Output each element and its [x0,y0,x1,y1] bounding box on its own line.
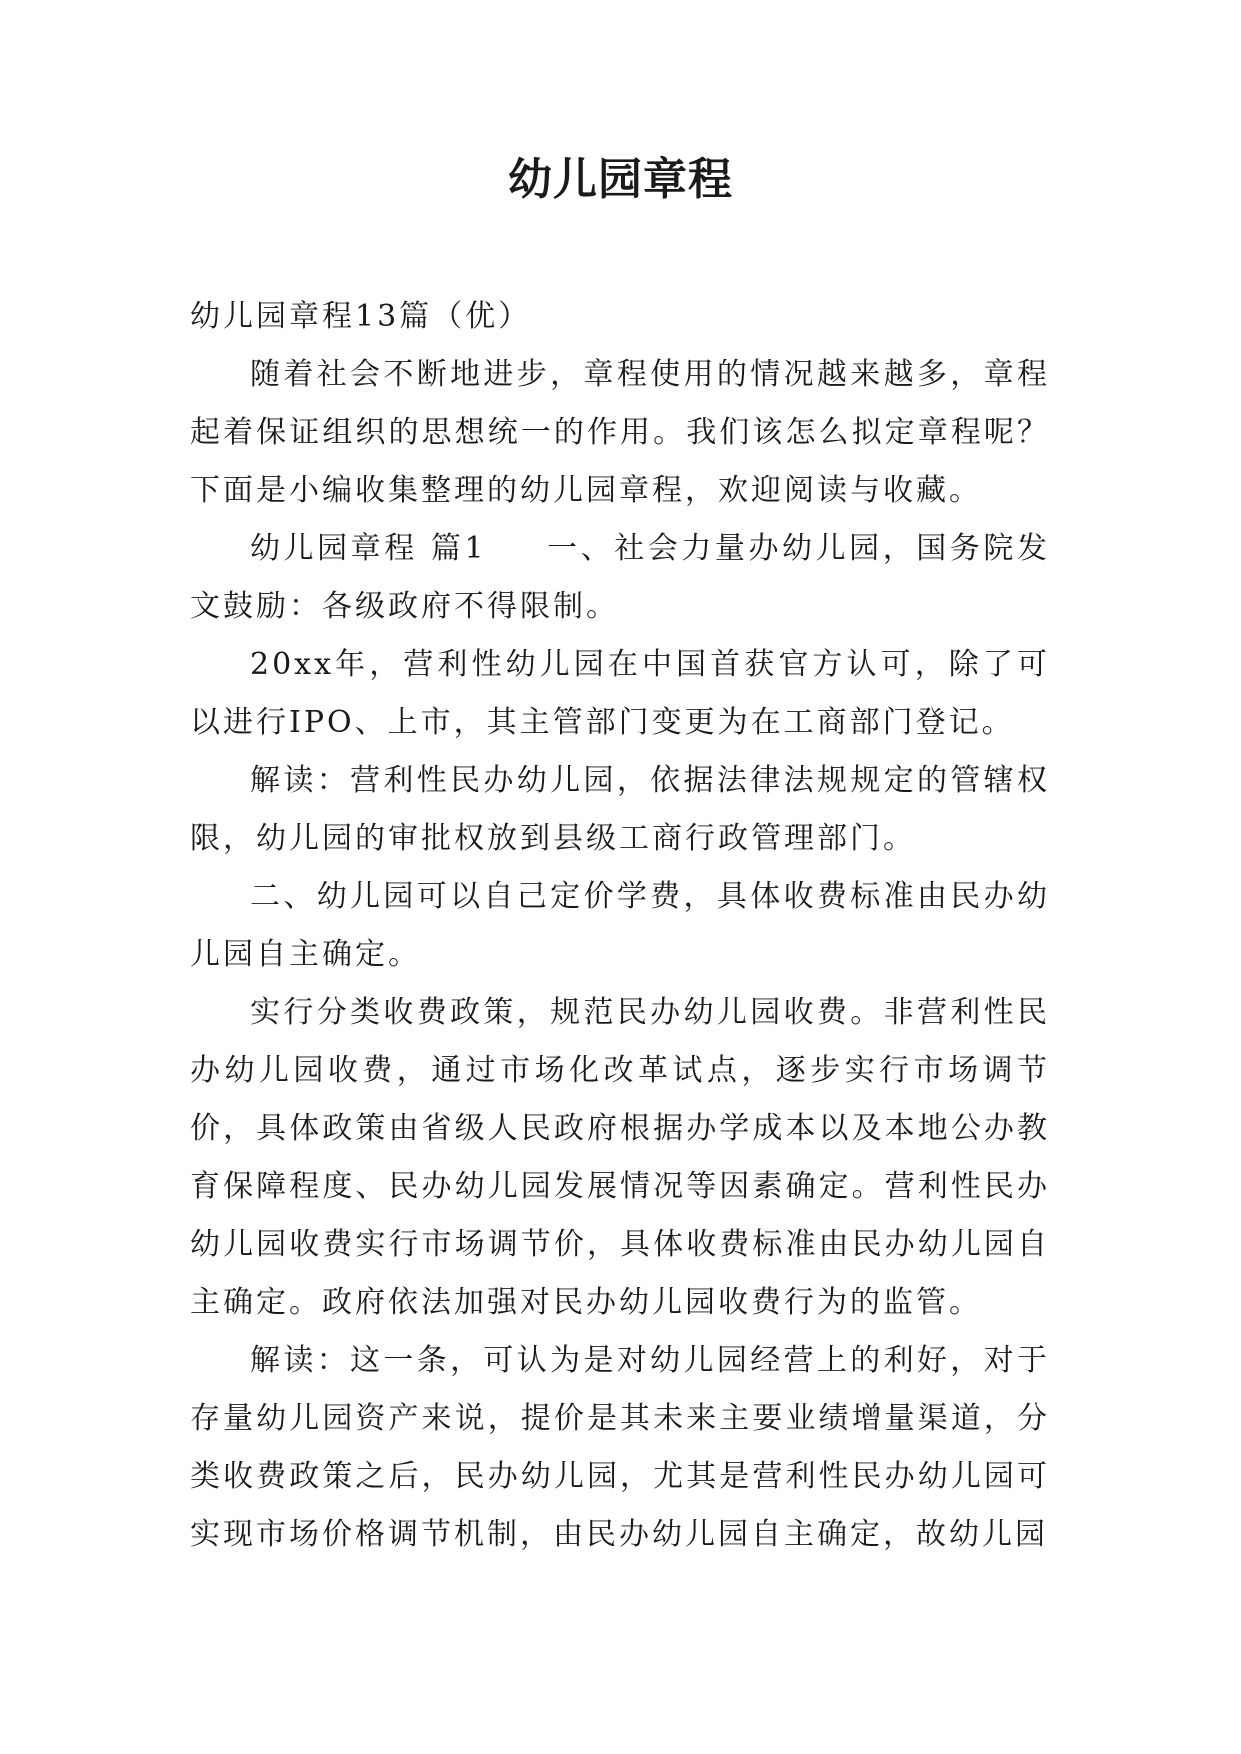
body-paragraph: 20xx年，营利性幼儿园在中国首获官方认可，除了可以进行IPO、上市，其主管部门变更为在工商部门登记。 [190,647,1050,740]
document-body [190,288,1050,1564]
intro-paragraph: 随着社会不断地进步，章程使用的情况越来越多，章程起着保证组织的思想统一的作用。我们该怎么拟定章程呢？下面是小编收集整理的幼儿园章程，欢迎阅读与收藏。 [190,357,1050,508]
document-title: 幼儿园章程 [508,154,733,205]
body-paragraph: 解读：这一条，可认为是对幼儿园经营上的利好，对于存量幼儿园资产来说，提价是其未来主要业绩增量渠道，分类收费政策之后，民办幼儿园，尤其是营利性民办幼儿园可实现市场价格调节机制，由民办幼儿园自主确定，故幼儿园 [190,1343,1050,1552]
body-paragraph: 解读：营利性民办幼儿园，依据法律法规规定的管辖权限，幼儿园的审批权放到县级工商行政管理部门。 [190,763,1050,856]
section-heading-paragraph [190,520,1050,636]
section-first-point: 一、社会力量办幼儿园，国务院发文鼓励：各级政府不得限制。 [190,531,1050,624]
body-paragraph: 实行分类收费政策，规范民办幼儿园收费。非营利性民办幼儿园收费，通过市场化改革试点，逐步实行市场调节价，具体政策由省级人民政府根据办学成本以及本地公办教育保障程度、民办幼儿园发展情况等因素确定。营利性民办幼儿园收费实行市场调节价，具体收费标准由民办幼儿园自主确定。政府依法加强对民办幼儿园收费行为的监管。 [190,995,1050,1320]
document-subtitle: 幼儿园章程13篇（优） [190,299,532,334]
body-paragraph: 二、幼儿园可以自己定价学费，具体收费标准由民办幼儿园自主确定。 [190,879,1050,972]
section-heading: 幼儿园章程 篇1 [250,531,487,566]
